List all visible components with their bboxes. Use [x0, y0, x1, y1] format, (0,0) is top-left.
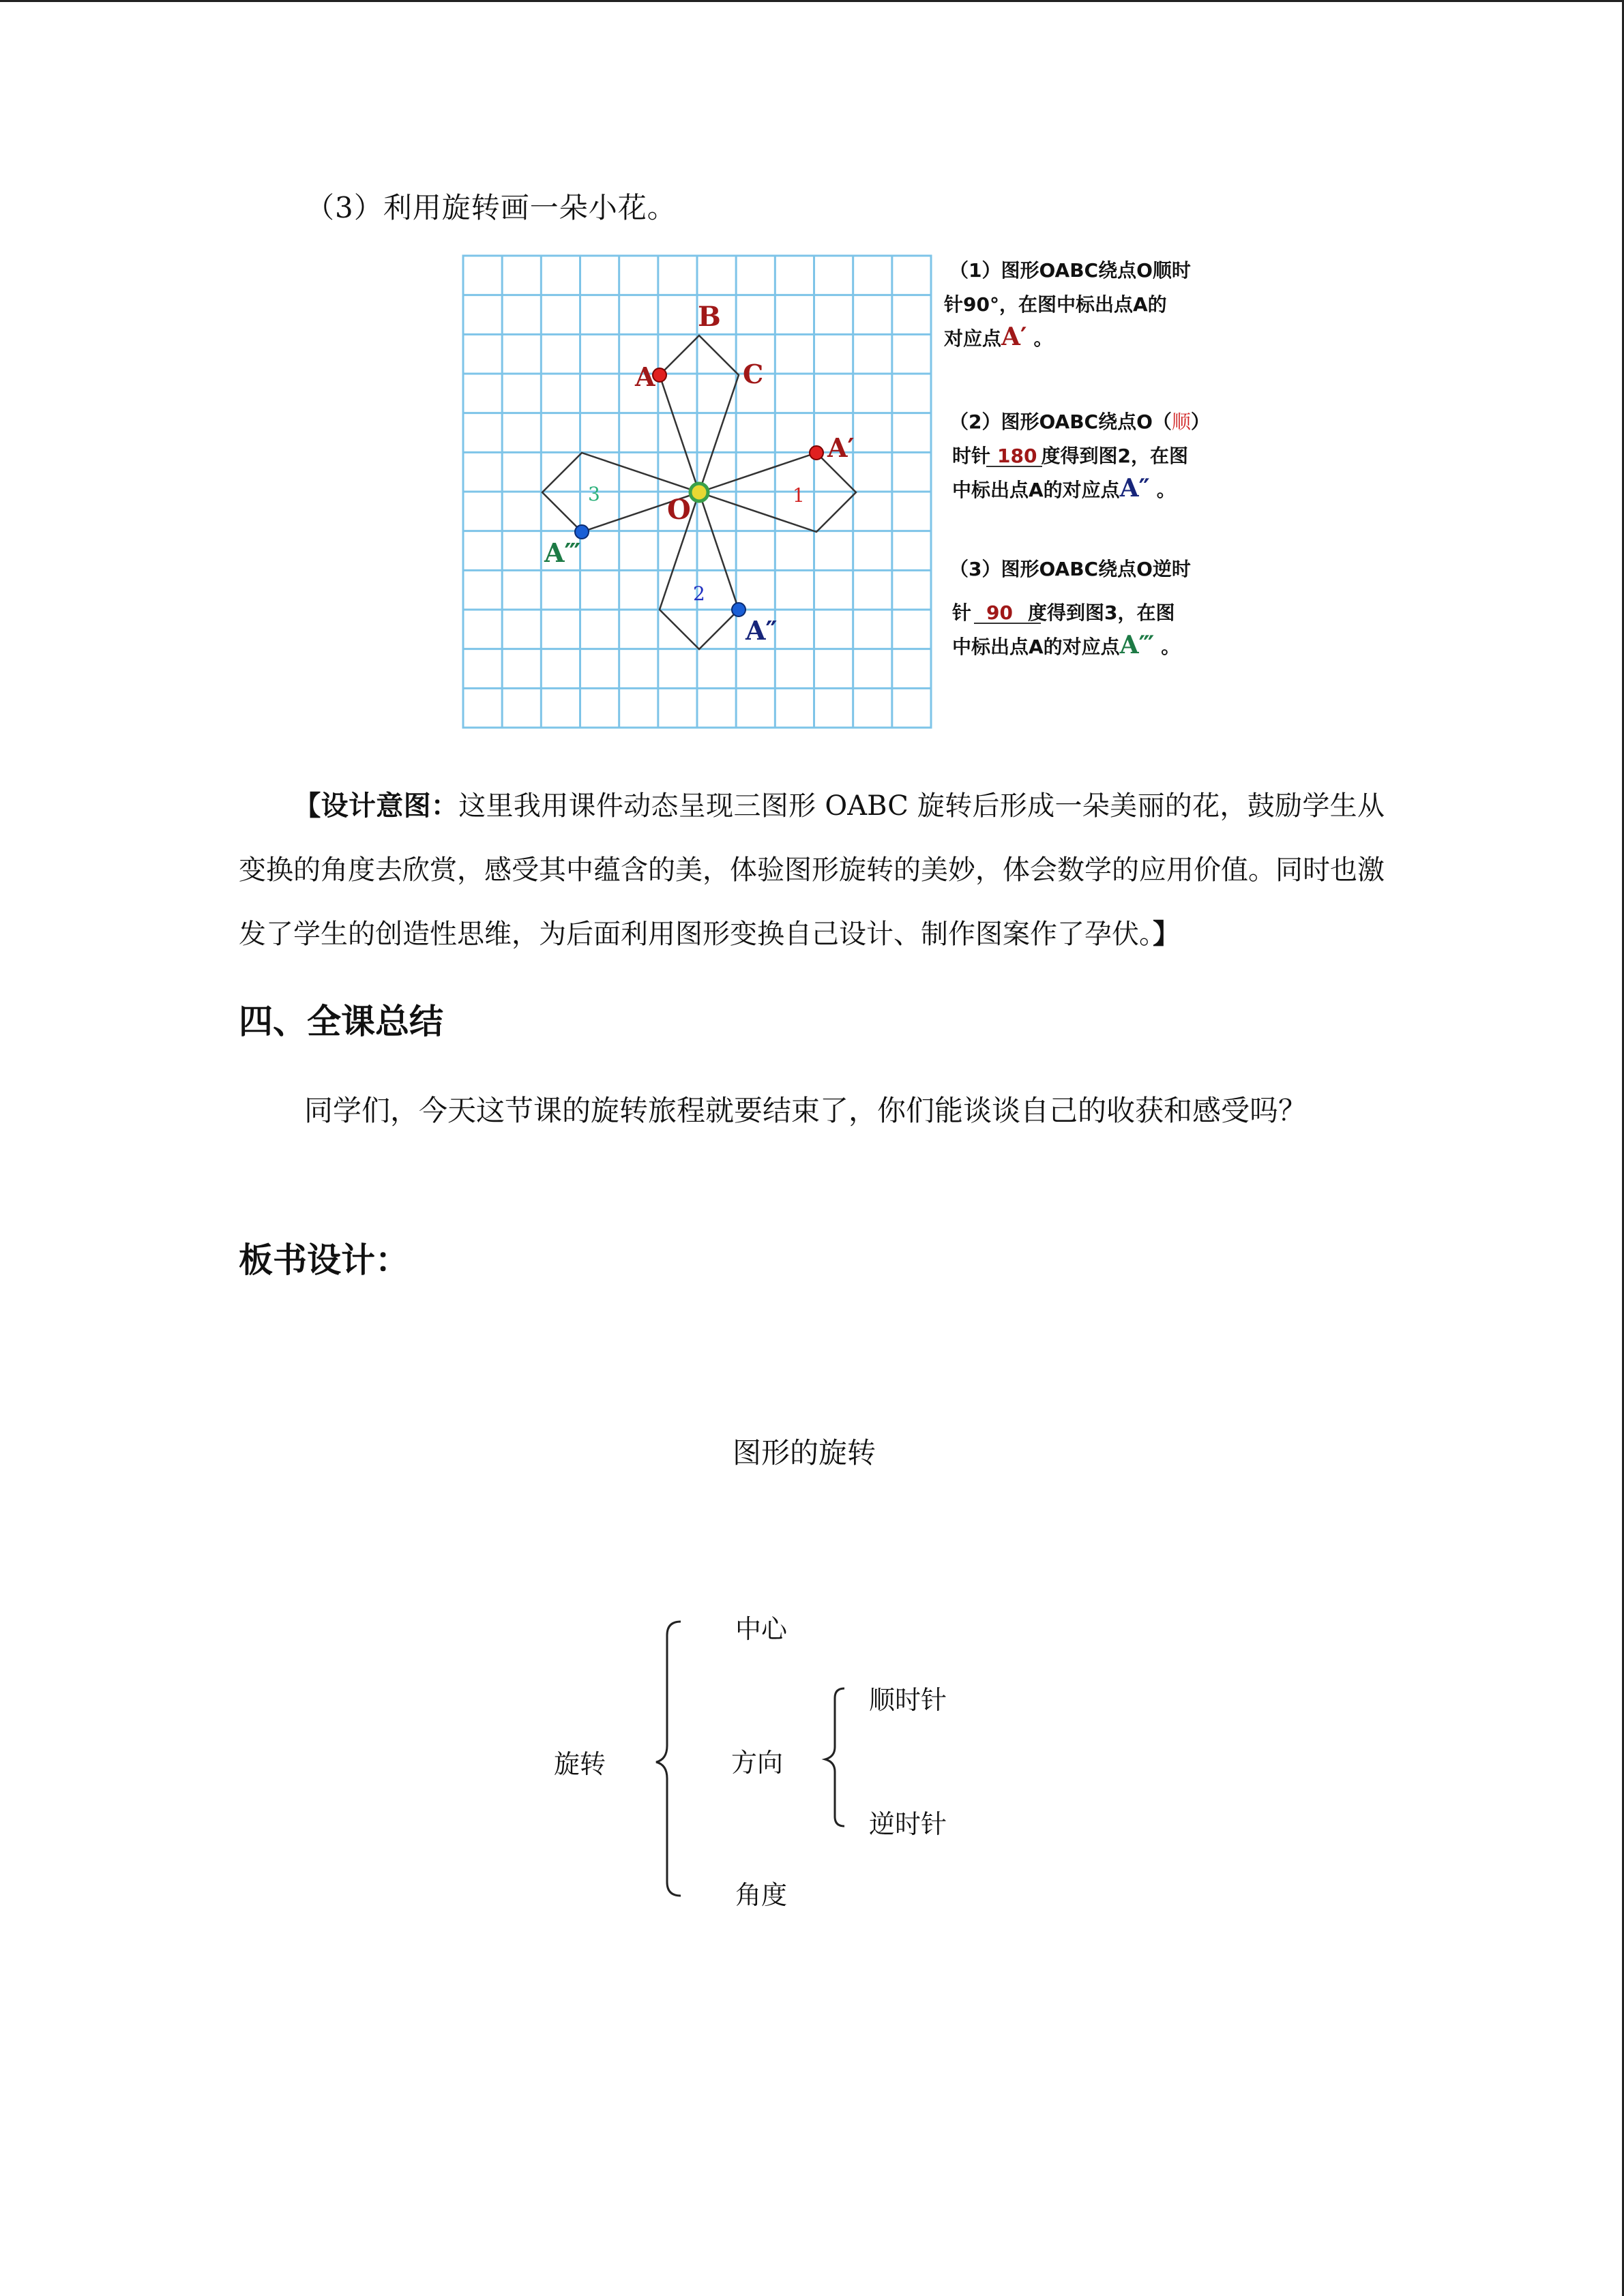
point-a-double-prime: [732, 603, 745, 616]
board-clockwise: 顺时针: [869, 1685, 947, 1715]
design-intent-paragraph: [239, 774, 1385, 966]
center-point-o: [690, 483, 708, 501]
page-top-border: [0, 0, 1624, 2]
section-title: 四、全课总结: [239, 1002, 443, 1041]
note3-line1: （3）图形OABC绕点O逆时: [949, 558, 1191, 580]
brace-large: [656, 1622, 681, 1896]
board-branch-direction: 方向: [731, 1748, 784, 1778]
note1-line1: （1）图形OABC绕点O顺时: [949, 259, 1191, 282]
note2-line1: （2）图形OABC绕点O（顺）: [949, 411, 1210, 433]
summary-paragraph: [239, 1079, 1385, 1143]
rotation-figure: [461, 254, 1222, 731]
point-a-triple-prime: [575, 525, 589, 539]
summary-text: 同学们，今天这节课的旋转旅程就要结束了，你们能谈谈自己的收获和感受吗？: [304, 1094, 1308, 1127]
design-intent-label: 【设计意图：: [293, 790, 459, 822]
shape-number-1: 1: [793, 484, 805, 507]
board-title: 图形的旋转: [733, 1436, 876, 1470]
label-a: A: [635, 361, 655, 392]
label-c: C: [743, 359, 764, 389]
shape-number-3: 3: [588, 483, 600, 505]
board-design-heading: 板书设计：: [239, 1240, 409, 1280]
note2-line2: 时针 180 度得到图2，在图: [952, 445, 1188, 467]
note2-line3: 中标出点A的对应点A″ 。: [952, 474, 1176, 503]
design-intent-end: 】: [1153, 919, 1180, 950]
brace-small: [825, 1688, 844, 1826]
note3-line2: 针 90 度得到图3，在图: [952, 601, 1175, 624]
shape-number-2: 2: [693, 582, 705, 605]
point-a-prime: [810, 446, 823, 460]
note1-line3: 对应点A′ 。: [944, 323, 1053, 351]
subheading: （3）利用旋转画一朵小花。: [306, 191, 677, 224]
board-branch-center: 中心: [735, 1614, 788, 1644]
label-o: O: [667, 494, 691, 526]
label-b: B: [698, 301, 721, 333]
note3-line3: 中标出点A的对应点A‴ 。: [952, 631, 1181, 659]
note1-line2: 针90°，在图中标出点A的: [944, 293, 1167, 316]
board-counterclockwise: 逆时针: [869, 1809, 947, 1839]
label-a-triple-prime: A‴: [544, 537, 581, 568]
board-root-rotation: 旋转: [554, 1749, 606, 1779]
board-branch-angle: 角度: [735, 1880, 788, 1910]
label-a-double-prime: A″: [745, 615, 778, 646]
design-intent-text: 这里我用课件动态呈现三图形 OABC 旋转后形成一朵美丽的花，鼓励学生从变换的角度去欣赏，感受其中蕴含的美，体验图形旋转的美妙，体会数学的应用价值。同时也激发了学生的创造性思维，为后面利用图形变换自己设计、制作图案作了孕伏。: [239, 790, 1385, 950]
label-a-prime: A′: [827, 432, 855, 463]
